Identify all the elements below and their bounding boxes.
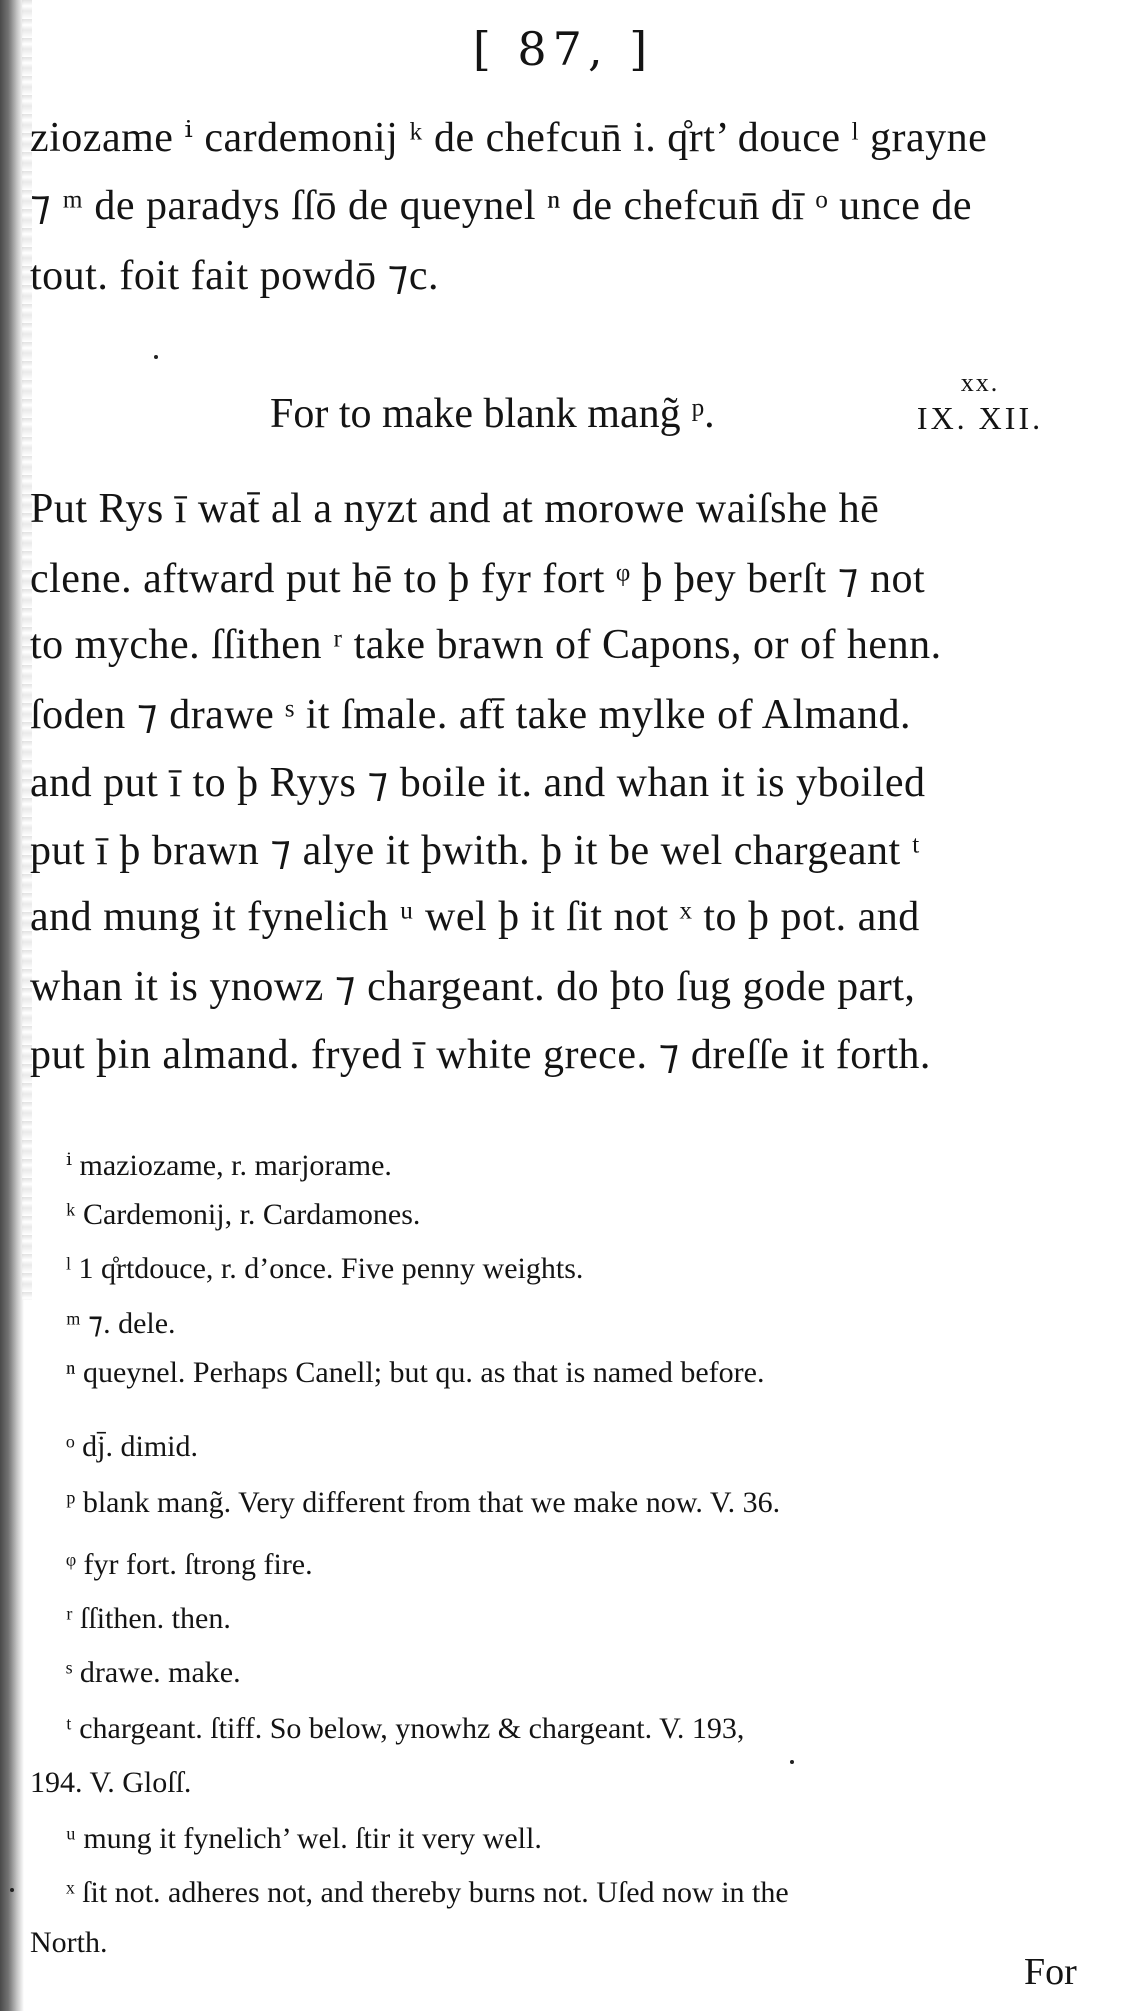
footnote-u: ᵘ mung it fynelich’ wel. ſtir it very well. xyxy=(66,1822,542,1855)
footnote-m: ᵐ ⁊. dele. xyxy=(66,1307,176,1340)
stray-ink-dot xyxy=(154,355,158,359)
recipe-top-line-1: ziozame ⁱ cardemonij ᵏ de chefcun̄ i. q̊rt’ douce ˡ grayne xyxy=(30,115,988,161)
footnote-x: ˣ ſit not. adheres not, and thereby burns not. Uſed now in the xyxy=(66,1876,789,1909)
footnote-p: ᵖ blank mang̃. Very different from that we make now. V. 36. xyxy=(66,1486,781,1519)
footnote-l: ˡ 1 q̊rtdouce, r. d’once. Five penny weights. xyxy=(66,1252,584,1285)
footnote-q: ᵠ fyr fort. ſtrong fire. xyxy=(66,1548,313,1581)
recipe-line-2: clene. aftward put hē to þ fyr fort ᵠ þ þey berſt ⁊ not xyxy=(30,556,926,602)
section-reference-top: xx. xyxy=(960,368,1000,397)
recipe-line-5: and put ī to þ Ryys ⁊ boile it. and whan it is yboiled xyxy=(30,760,926,806)
catchword: For xyxy=(1024,1951,1077,1993)
footnote-r: ʳ ſſithen. then. xyxy=(66,1602,231,1635)
footnote-n: ⁿ queynel. Perhaps Canell; but qu. as that is named before. xyxy=(66,1356,765,1389)
recipe-line-9: put þin almand. fryed ī white grece. ⁊ dreſſe it forth. xyxy=(30,1032,931,1078)
recipe-line-3: to myche. ſſithen ʳ take brawn of Capons, or of henn. xyxy=(30,622,942,668)
footnote-t: ᵗ chargeant. ſtiff. So below, ynowhz & chargeant. V. 193, xyxy=(66,1712,745,1745)
recipe-top-line-2: ⁊ ᵐ de paradys ſſō de queynel ⁿ de chefcun̄ dī ᵒ unce de xyxy=(30,183,973,229)
footnote-t-continued: 194. V. Gloſſ. xyxy=(30,1766,192,1799)
section-reference xyxy=(890,370,1070,434)
recipe-line-8: whan it is ynowz ⁊ chargeant. do þto ſug gode part, xyxy=(30,964,916,1010)
section-title: For to make blank mang̃ ᵖ. xyxy=(270,391,715,437)
section-reference-bottom: IX. XII. xyxy=(916,400,1044,436)
recipe-line-7: and mung it fynelich ᵘ wel þ it ſit not ˣ to þ pot. and xyxy=(30,894,920,940)
footnote-i: ⁱ maziozame, r. marjorame. xyxy=(66,1149,392,1182)
footnote-s: ˢ drawe. make. xyxy=(66,1656,241,1689)
scan-binding-edge xyxy=(0,0,24,2011)
footnote-o: ᵒ dj̄. dimid. xyxy=(66,1430,198,1463)
footnote-k: ᵏ Cardemonij, r. Cardamones. xyxy=(66,1198,421,1231)
page-number-header: [ 87, ] xyxy=(472,22,654,76)
footnote-x-continued: North. xyxy=(30,1926,108,1959)
recipe-line-1: Put Rys ī wat̄ al a nyzt and at morowe waiſshe hē xyxy=(30,486,880,532)
recipe-line-4: ſoden ⁊ drawe ˢ it ſmale. aft̄ take mylke of Almand. xyxy=(30,692,912,738)
recipe-top-line-3: tout. foit fait powdō ⁊c. xyxy=(30,253,439,299)
recipe-line-6: put ī þ brawn ⁊ alye it þwith. þ it be wel chargeant ᵗ xyxy=(30,828,921,874)
stray-ink-dot xyxy=(790,1760,794,1764)
stray-ink-dot xyxy=(10,1888,14,1892)
